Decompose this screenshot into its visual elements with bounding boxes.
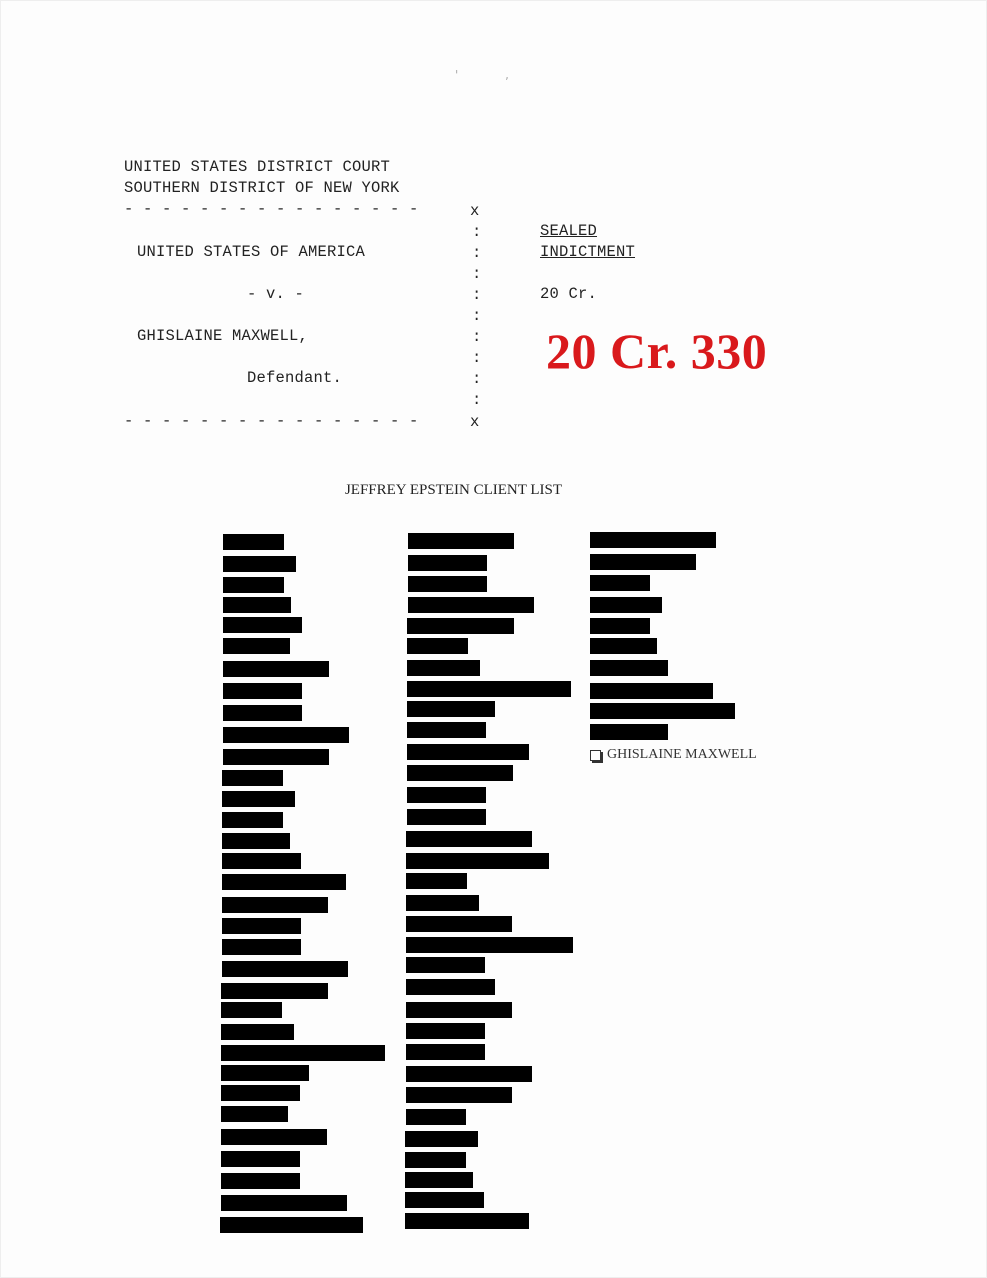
redacted-name (221, 1129, 327, 1145)
redacted-name (407, 660, 480, 676)
case-number-stamp: 20 Cr. 330 (546, 323, 768, 379)
redacted-name (590, 683, 713, 699)
redacted-name (407, 765, 513, 781)
redacted-name (407, 787, 486, 803)
redacted-name (221, 1065, 309, 1081)
redacted-name (222, 939, 301, 955)
redacted-name (406, 853, 549, 869)
redacted-name (406, 831, 532, 847)
redacted-name (221, 1173, 300, 1189)
caption-bottom-x: x (470, 413, 480, 431)
redacted-name (406, 873, 467, 889)
redacted-name (406, 979, 495, 995)
redacted-name (590, 554, 696, 570)
redacted-name (406, 1044, 485, 1060)
redacted-name (223, 661, 329, 677)
redacted-name (222, 791, 295, 807)
redacted-name (223, 749, 329, 765)
defendant-name: GHISLAINE MAXWELL, (137, 327, 309, 345)
redacted-name (590, 703, 735, 719)
redacted-name (222, 812, 283, 828)
redacted-name (406, 1023, 485, 1039)
redacted-name (221, 983, 328, 999)
redacted-name (407, 618, 514, 634)
scan-artifact: ʼ (505, 75, 509, 89)
caption-top-rule: - - - - - - - - - - - - - - - - (124, 200, 419, 218)
redacted-name (406, 937, 573, 953)
redacted-name (221, 1195, 347, 1211)
caption-colon: : (472, 286, 482, 304)
redacted-name (590, 575, 650, 591)
client-list-final-entry (590, 747, 757, 763)
defendant-label: Defendant. (247, 369, 343, 387)
redacted-name (221, 1151, 300, 1167)
caption-top-x: x (470, 202, 480, 220)
redacted-name (221, 1024, 294, 1040)
redacted-name (590, 597, 662, 613)
redacted-name (406, 1109, 466, 1125)
redacted-name (223, 556, 296, 572)
redacted-name (407, 722, 486, 738)
redacted-name (406, 895, 479, 911)
redacted-name (407, 809, 486, 825)
redacted-name (407, 744, 529, 760)
redacted-name (223, 683, 302, 699)
redacted-name (223, 705, 302, 721)
case-prefix: 20 Cr. (540, 285, 598, 303)
redacted-name (590, 618, 650, 634)
scan-artifact: ' (455, 68, 459, 82)
redacted-name (590, 532, 716, 548)
redacted-name (223, 727, 349, 743)
redacted-name (222, 853, 301, 869)
redacted-name (221, 1002, 282, 1018)
redacted-name (223, 577, 284, 593)
redacted-name (408, 576, 487, 592)
redacted-name (223, 638, 290, 654)
court-name-line-2: SOUTHERN DISTRICT OF NEW YORK (124, 179, 400, 197)
redacted-name (407, 681, 571, 697)
redacted-name (407, 638, 468, 654)
caption-colon: : (472, 349, 482, 367)
redacted-name (405, 1131, 478, 1147)
caption-colon: : (472, 370, 482, 388)
redacted-name (222, 897, 328, 913)
client-list-title: JEFFREY EPSTEIN CLIENT LIST (344, 482, 563, 498)
redacted-name (406, 1087, 512, 1103)
indictment-label: INDICTMENT (540, 243, 636, 261)
redacted-name (408, 555, 487, 571)
redacted-name (405, 1192, 484, 1208)
caption-colon: : (472, 223, 482, 241)
caption-colon: : (472, 265, 482, 283)
redacted-name (590, 660, 668, 676)
redacted-name (408, 597, 534, 613)
caption-bottom-rule: - - - - - - - - - - - - - - - - (124, 412, 419, 430)
redacted-name (222, 874, 346, 890)
redacted-name (222, 833, 290, 849)
sealed-label: SEALED (540, 222, 598, 240)
redacted-name (222, 961, 348, 977)
redacted-name (406, 1066, 532, 1082)
caption-colon: : (472, 307, 482, 325)
redacted-name (406, 916, 512, 932)
redacted-name (405, 1172, 473, 1188)
plaintiff-name: UNITED STATES OF AMERICA (137, 243, 366, 261)
redacted-name (406, 1002, 512, 1018)
caption-colon: : (472, 244, 482, 262)
redacted-name (405, 1213, 529, 1229)
redacted-name (590, 638, 657, 654)
redacted-name (223, 597, 291, 613)
redacted-name (223, 617, 302, 633)
redacted-name (590, 724, 668, 740)
redacted-name (223, 534, 284, 550)
redacted-name (408, 533, 514, 549)
redacted-name (221, 1106, 288, 1122)
redacted-name (222, 770, 283, 786)
redacted-name (406, 957, 485, 973)
final-entry-name: GHISLAINE MAXWELL (607, 747, 757, 762)
checkbox-icon (590, 750, 601, 761)
redacted-name (220, 1217, 363, 1233)
redacted-name (407, 701, 495, 717)
redacted-name (221, 1085, 300, 1101)
redacted-name (405, 1152, 466, 1168)
court-name-line-1: UNITED STATES DISTRICT COURT (124, 158, 391, 176)
redacted-name (222, 918, 301, 934)
redacted-name (221, 1045, 385, 1061)
caption-colon: : (472, 328, 482, 346)
caption-colon: : (472, 391, 482, 409)
versus-label: - v. - (247, 285, 305, 303)
